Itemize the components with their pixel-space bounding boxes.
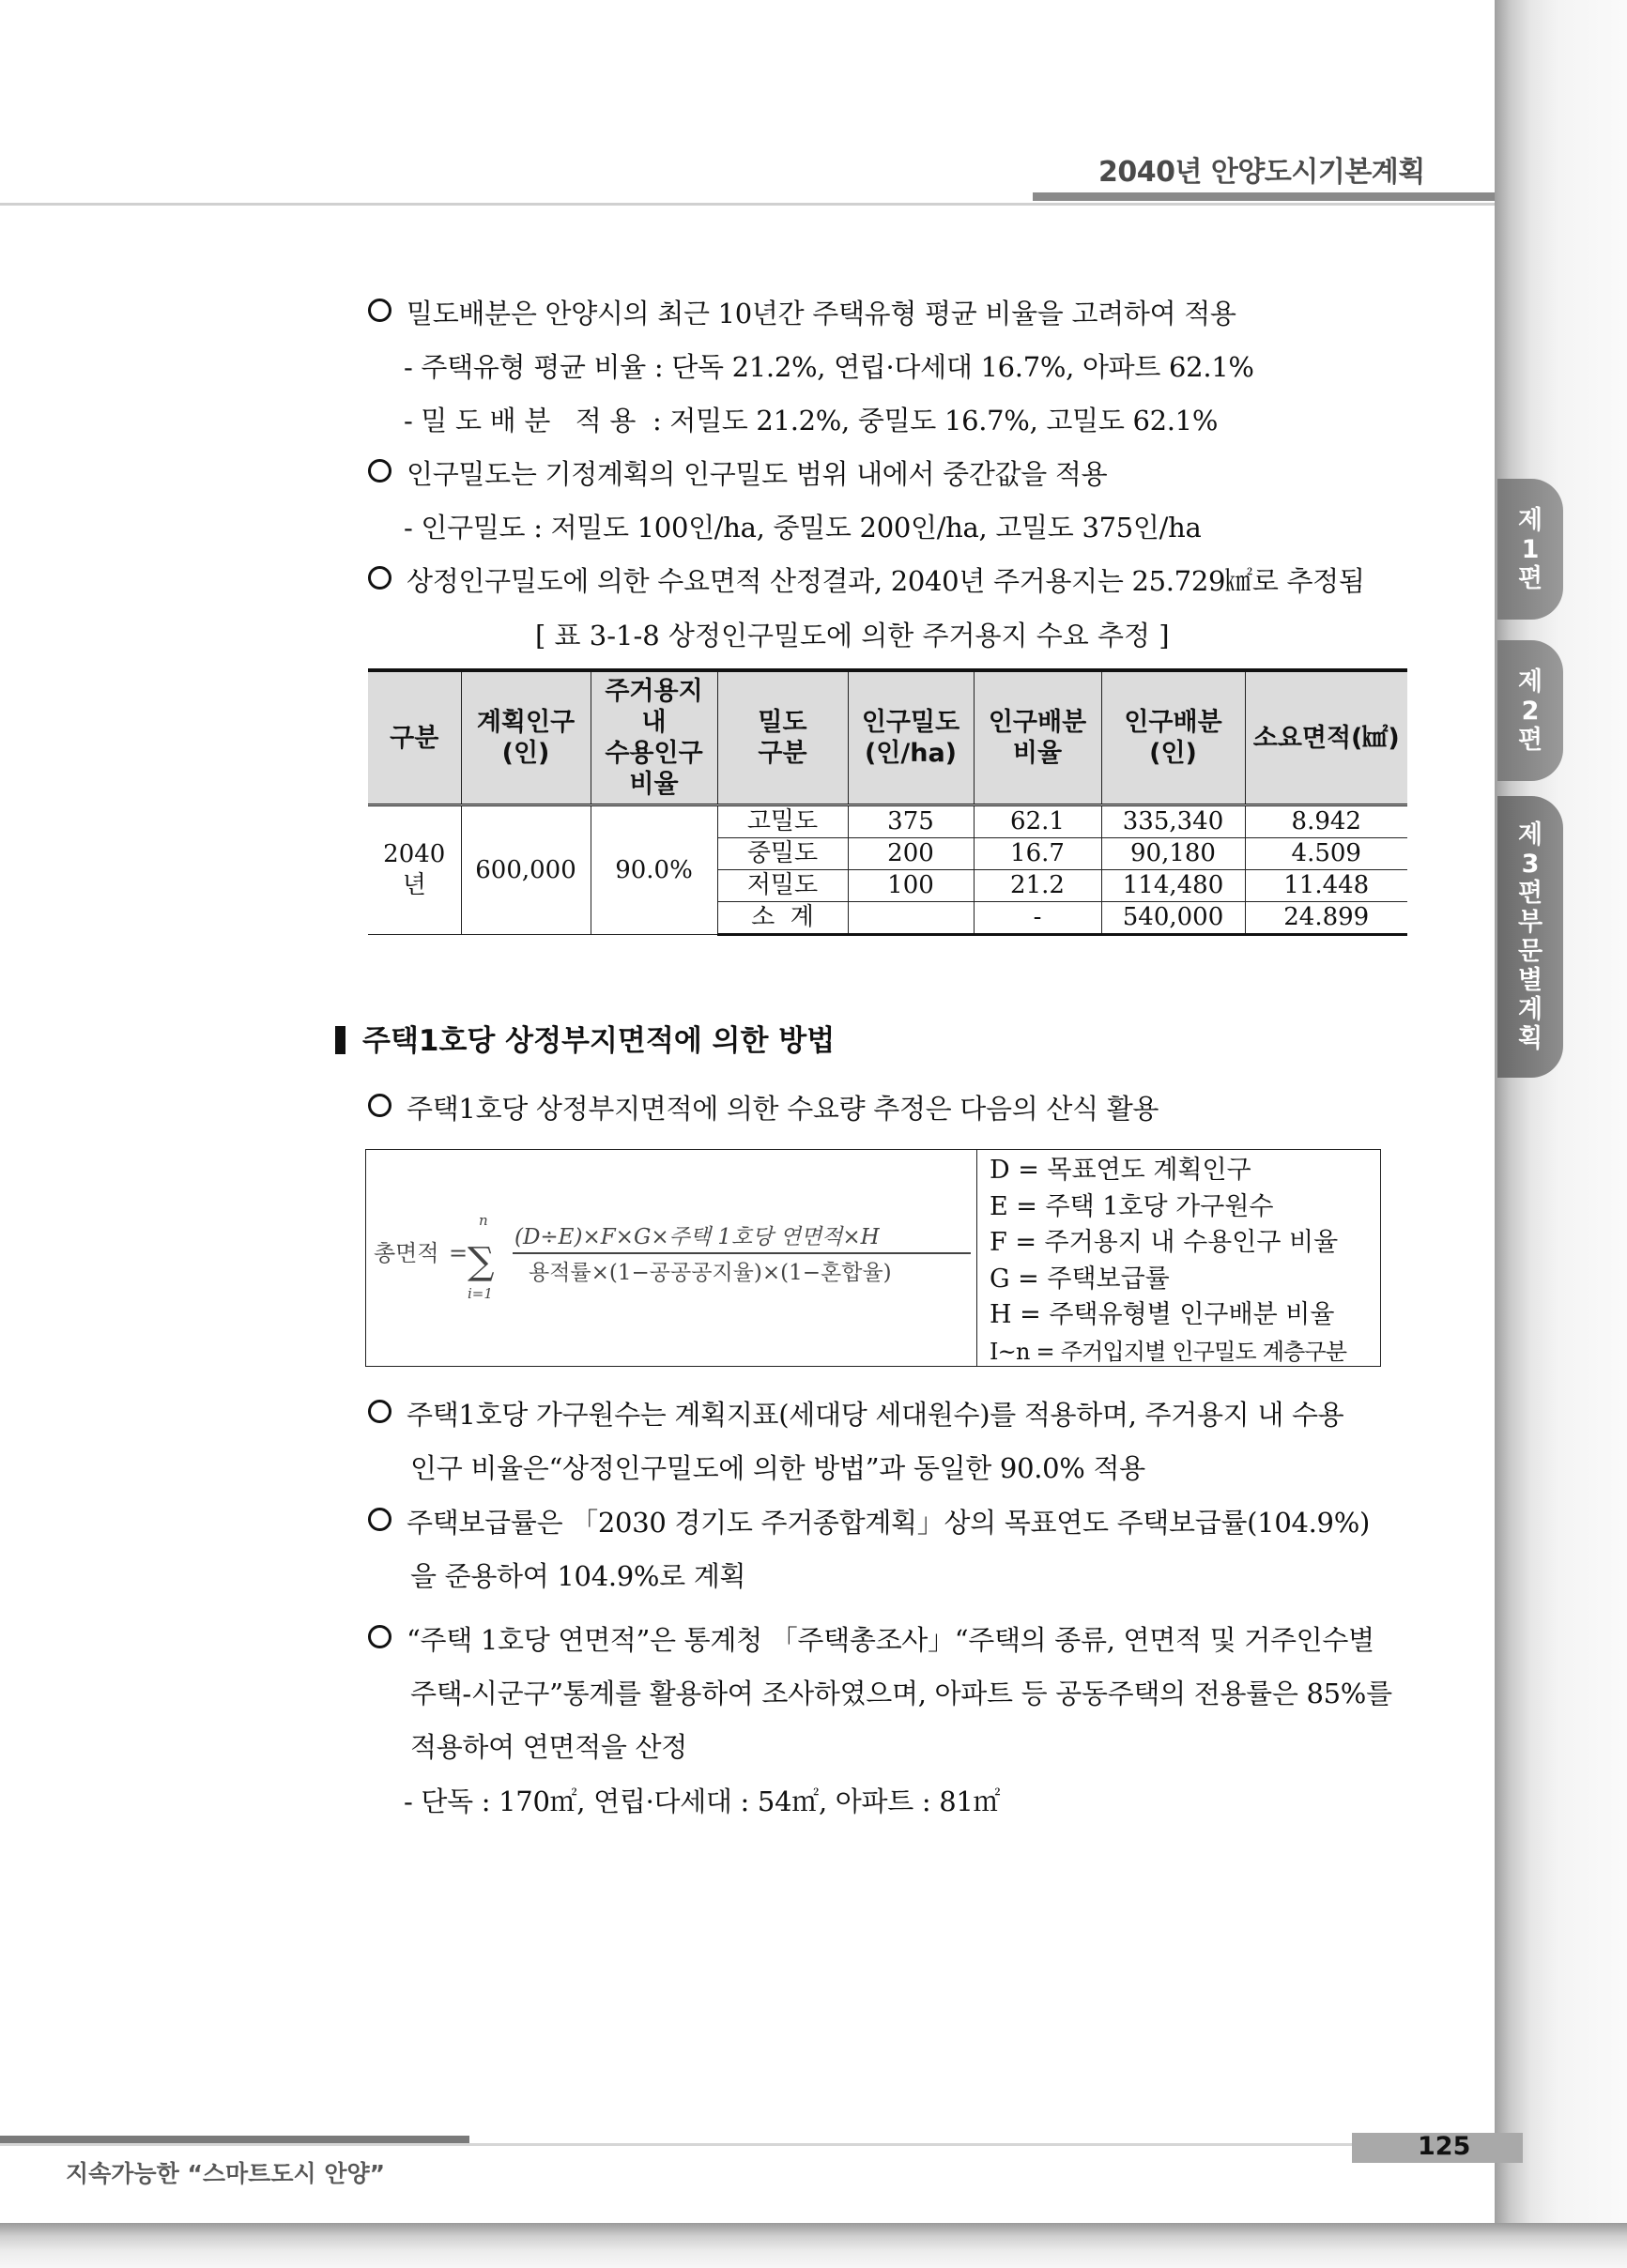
definition-h: H = 주택유형별 인구배분 비율 (990, 1300, 1335, 1329)
header-text: 밀도 (758, 708, 807, 737)
header-text: 주거용지내 (605, 677, 703, 737)
cell-density: 375 (848, 805, 974, 838)
paragraph-floor-area-cont1: 주택-시군구”통계를 활용하여 조사하였으며, 아파트 등 공동주택의 전용률은 85%를 (410, 1678, 1392, 1709)
cell-year: 2040년 (368, 805, 461, 935)
col-header (848, 670, 974, 805)
cell-density-type: 중밀도 (717, 838, 848, 870)
header-text: 계획인구 (476, 708, 576, 737)
tab-char: 계 (1517, 995, 1543, 1024)
header-text: 인구배분 (988, 708, 1087, 737)
header-rule (1033, 192, 1495, 201)
circle-bullet-icon (368, 459, 391, 483)
section-marker-icon (335, 1026, 345, 1054)
footer-rule-thin (0, 2143, 1495, 2146)
paragraph-supply-rate: 주택보급률은 「2030 경기도 주거종합계획」상의 목표연도 주택보급률(104.9%) (368, 1502, 1370, 1540)
definition-i-n: I~n = 주거입지별 인구밀도 계층구분 (990, 1338, 1347, 1365)
cell-density-type: 고밀도 (717, 805, 848, 838)
paragraph-floor-area: “주택 1호당 연면적”은 통계청 「주택총조사」“주택의 종류, 연면적 및 거주인수별 (368, 1619, 1374, 1658)
header-text: 소요면적(㎢) (1252, 723, 1400, 753)
header-rule-thin (0, 203, 1495, 206)
cell-area: 11.448 (1245, 870, 1407, 902)
paragraph-density-allocation: 밀도배분은 안양시의 최근 10년간 주택유형 평균 비율을 고려하여 적용 (368, 293, 1236, 331)
header-text: 구분 (758, 739, 807, 768)
cell-density: 200 (848, 838, 974, 870)
formula-denominator: 용적률×(1−공공공지율)×(1−혼합율) (529, 1261, 892, 1285)
definition-f: F = 주거용지 내 수용인구 비율 (990, 1228, 1339, 1257)
sum-upper: n (479, 1212, 488, 1229)
cell-density-type: 소 계 (717, 902, 848, 935)
demand-table (368, 668, 1407, 936)
cell-share: 21.2 (974, 870, 1101, 902)
formula-numerator: (D÷E)×F×G×주택 1호당 연면적×H (514, 1225, 880, 1249)
cell-area: 24.899 (1245, 902, 1407, 935)
cell-area: 8.942 (1245, 805, 1407, 838)
tab-char: 제 (1517, 505, 1543, 535)
tab-char: 제 (1517, 667, 1543, 697)
cell-alloc: 335,340 (1101, 805, 1245, 838)
paragraph-household-size-cont: 인구 비율은“상정인구밀도에 의한 방법”과 동일한 90.0% 적용 (410, 1452, 1145, 1484)
cell-alloc: 540,000 (1101, 902, 1245, 935)
definition-d: D = 목표연도 계획인구 (990, 1156, 1251, 1185)
header-text: 인구밀도 (861, 708, 960, 737)
running-header: 2040년 안양도시기본계획 (1098, 156, 1425, 189)
circle-bullet-icon (368, 1094, 391, 1117)
col-header (591, 670, 717, 805)
sub-item-housing-ratio: - 주택유형 평균 비율 : 단독 21.2%, 연립·다세대 16.7%, 아파트 62.1% (404, 351, 1254, 383)
formula-box (365, 1149, 1381, 1367)
formula-graphic (374, 1199, 975, 1321)
circle-bullet-icon (368, 566, 391, 590)
cell-density: 100 (848, 870, 974, 902)
cell-share: 16.7 (974, 838, 1101, 870)
formula-definitions (990, 1153, 1346, 1370)
header-text: 수용인구 (605, 739, 703, 768)
cell-share: - (974, 902, 1101, 935)
tab-part-2[interactable] (1497, 640, 1563, 781)
page-edge-shadow (1493, 0, 1627, 2268)
col-header (717, 670, 848, 805)
col-header (461, 670, 591, 805)
paragraph-area-estimate: 상정인구밀도에 의한 수요면적 산정결과, 2040년 주거용지는 25.729㎢로 추정됨 (368, 560, 1365, 599)
tab-char: 부 (1517, 908, 1543, 937)
header-text: (인/ha) (864, 739, 958, 768)
circle-bullet-icon (368, 299, 391, 322)
header-text: 비율 (1012, 739, 1063, 768)
paragraph-supply-rate-cont: 을 준용하여 104.9%로 계획 (410, 1560, 746, 1592)
footer-slogan: 지속가능한 “스마트도시 안양” (66, 2160, 386, 2187)
circle-bullet-icon (368, 1508, 391, 1531)
tab-part-3-sector-plans[interactable] (1497, 796, 1563, 1078)
tab-char: 획 (1517, 1024, 1543, 1053)
tab-char: 제 (1517, 820, 1543, 850)
footer-rule (0, 2136, 469, 2143)
definition-e: E = 주택 1호당 가구원수 (990, 1191, 1274, 1221)
paragraph-household-size: 주택1호당 가구원수는 계획지표(세대당 세대원수)를 적용하며, 주거용지 내 수용 (368, 1394, 1343, 1433)
header-text: (인) (1149, 739, 1197, 768)
cell-ratio: 90.0% (591, 805, 717, 935)
cell-area: 4.509 (1245, 838, 1407, 870)
page-bottom-shadow (0, 2223, 1627, 2268)
header-text: 구분 (390, 723, 439, 753)
cell-alloc: 114,480 (1101, 870, 1245, 902)
circle-bullet-icon (368, 1625, 391, 1648)
sum-lower: i=1 (468, 1285, 493, 1302)
paragraph-floor-area-cont2: 적용하여 연면적을 산정 (410, 1731, 687, 1763)
tab-char: 편 (1517, 879, 1543, 908)
tab-char: 1 (1521, 534, 1540, 564)
paragraph-population-density: 인구밀도는 기정계획의 인구밀도 범위 내에서 중간값을 적용 (368, 453, 1107, 492)
header-text: 인구배분 (1124, 708, 1222, 737)
sub-item-floor-areas: - 단독 : 170㎡, 연립·다세대 : 54㎡, 아파트 : 81㎡ (404, 1785, 1001, 1817)
cell-density-type: 저밀도 (717, 870, 848, 902)
col-header (1101, 670, 1245, 805)
tab-char: 편 (1517, 725, 1543, 755)
cell-alloc: 90,180 (1101, 838, 1245, 870)
tab-char: 3 (1521, 850, 1540, 879)
sub-item-density-values: - 인구밀도 : 저밀도 100인/ha, 중밀도 200인/ha, 고밀도 375인/ha (404, 512, 1202, 544)
formula-equation (366, 1150, 977, 1366)
cell-population: 600,000 (461, 805, 591, 935)
equals-sign: = (449, 1240, 468, 1266)
cell-density (848, 902, 974, 935)
col-header (1245, 670, 1407, 805)
circle-bullet-icon (368, 1400, 391, 1423)
tab-char: 편 (1517, 563, 1543, 593)
section-heading: 주택1호당 상정부지면적에 의한 방법 (335, 1017, 835, 1059)
tab-char: 문 (1517, 937, 1543, 966)
tab-char: 2 (1521, 696, 1540, 726)
col-header (368, 670, 461, 805)
formula-lhs: 총면적 (374, 1240, 439, 1266)
table-row (368, 805, 1407, 838)
sigma-icon: ∑ (468, 1240, 495, 1283)
header-text: 비율 (629, 770, 679, 799)
cell-share: 62.1 (974, 805, 1101, 838)
tab-char: 별 (1517, 966, 1543, 995)
sub-item-density-applied: - 밀 도 배 분 적 용 : 저밀도 21.2%, 중밀도 16.7%, 고밀도 62.1% (404, 405, 1219, 437)
tab-part-1[interactable] (1497, 479, 1563, 620)
table-caption: [ 표 3-1-8 상정인구밀도에 의한 주거용지 수요 추정 ] (535, 620, 1170, 651)
paragraph-formula-intro: 주택1호당 상정부지면적에 의한 수요량 추정은 다음의 산식 활용 (368, 1088, 1159, 1126)
page-number: 125 (1418, 2132, 1471, 2161)
definition-g: G = 주택보급률 (990, 1264, 1170, 1294)
col-header (974, 670, 1101, 805)
header-text: (인) (501, 739, 550, 768)
